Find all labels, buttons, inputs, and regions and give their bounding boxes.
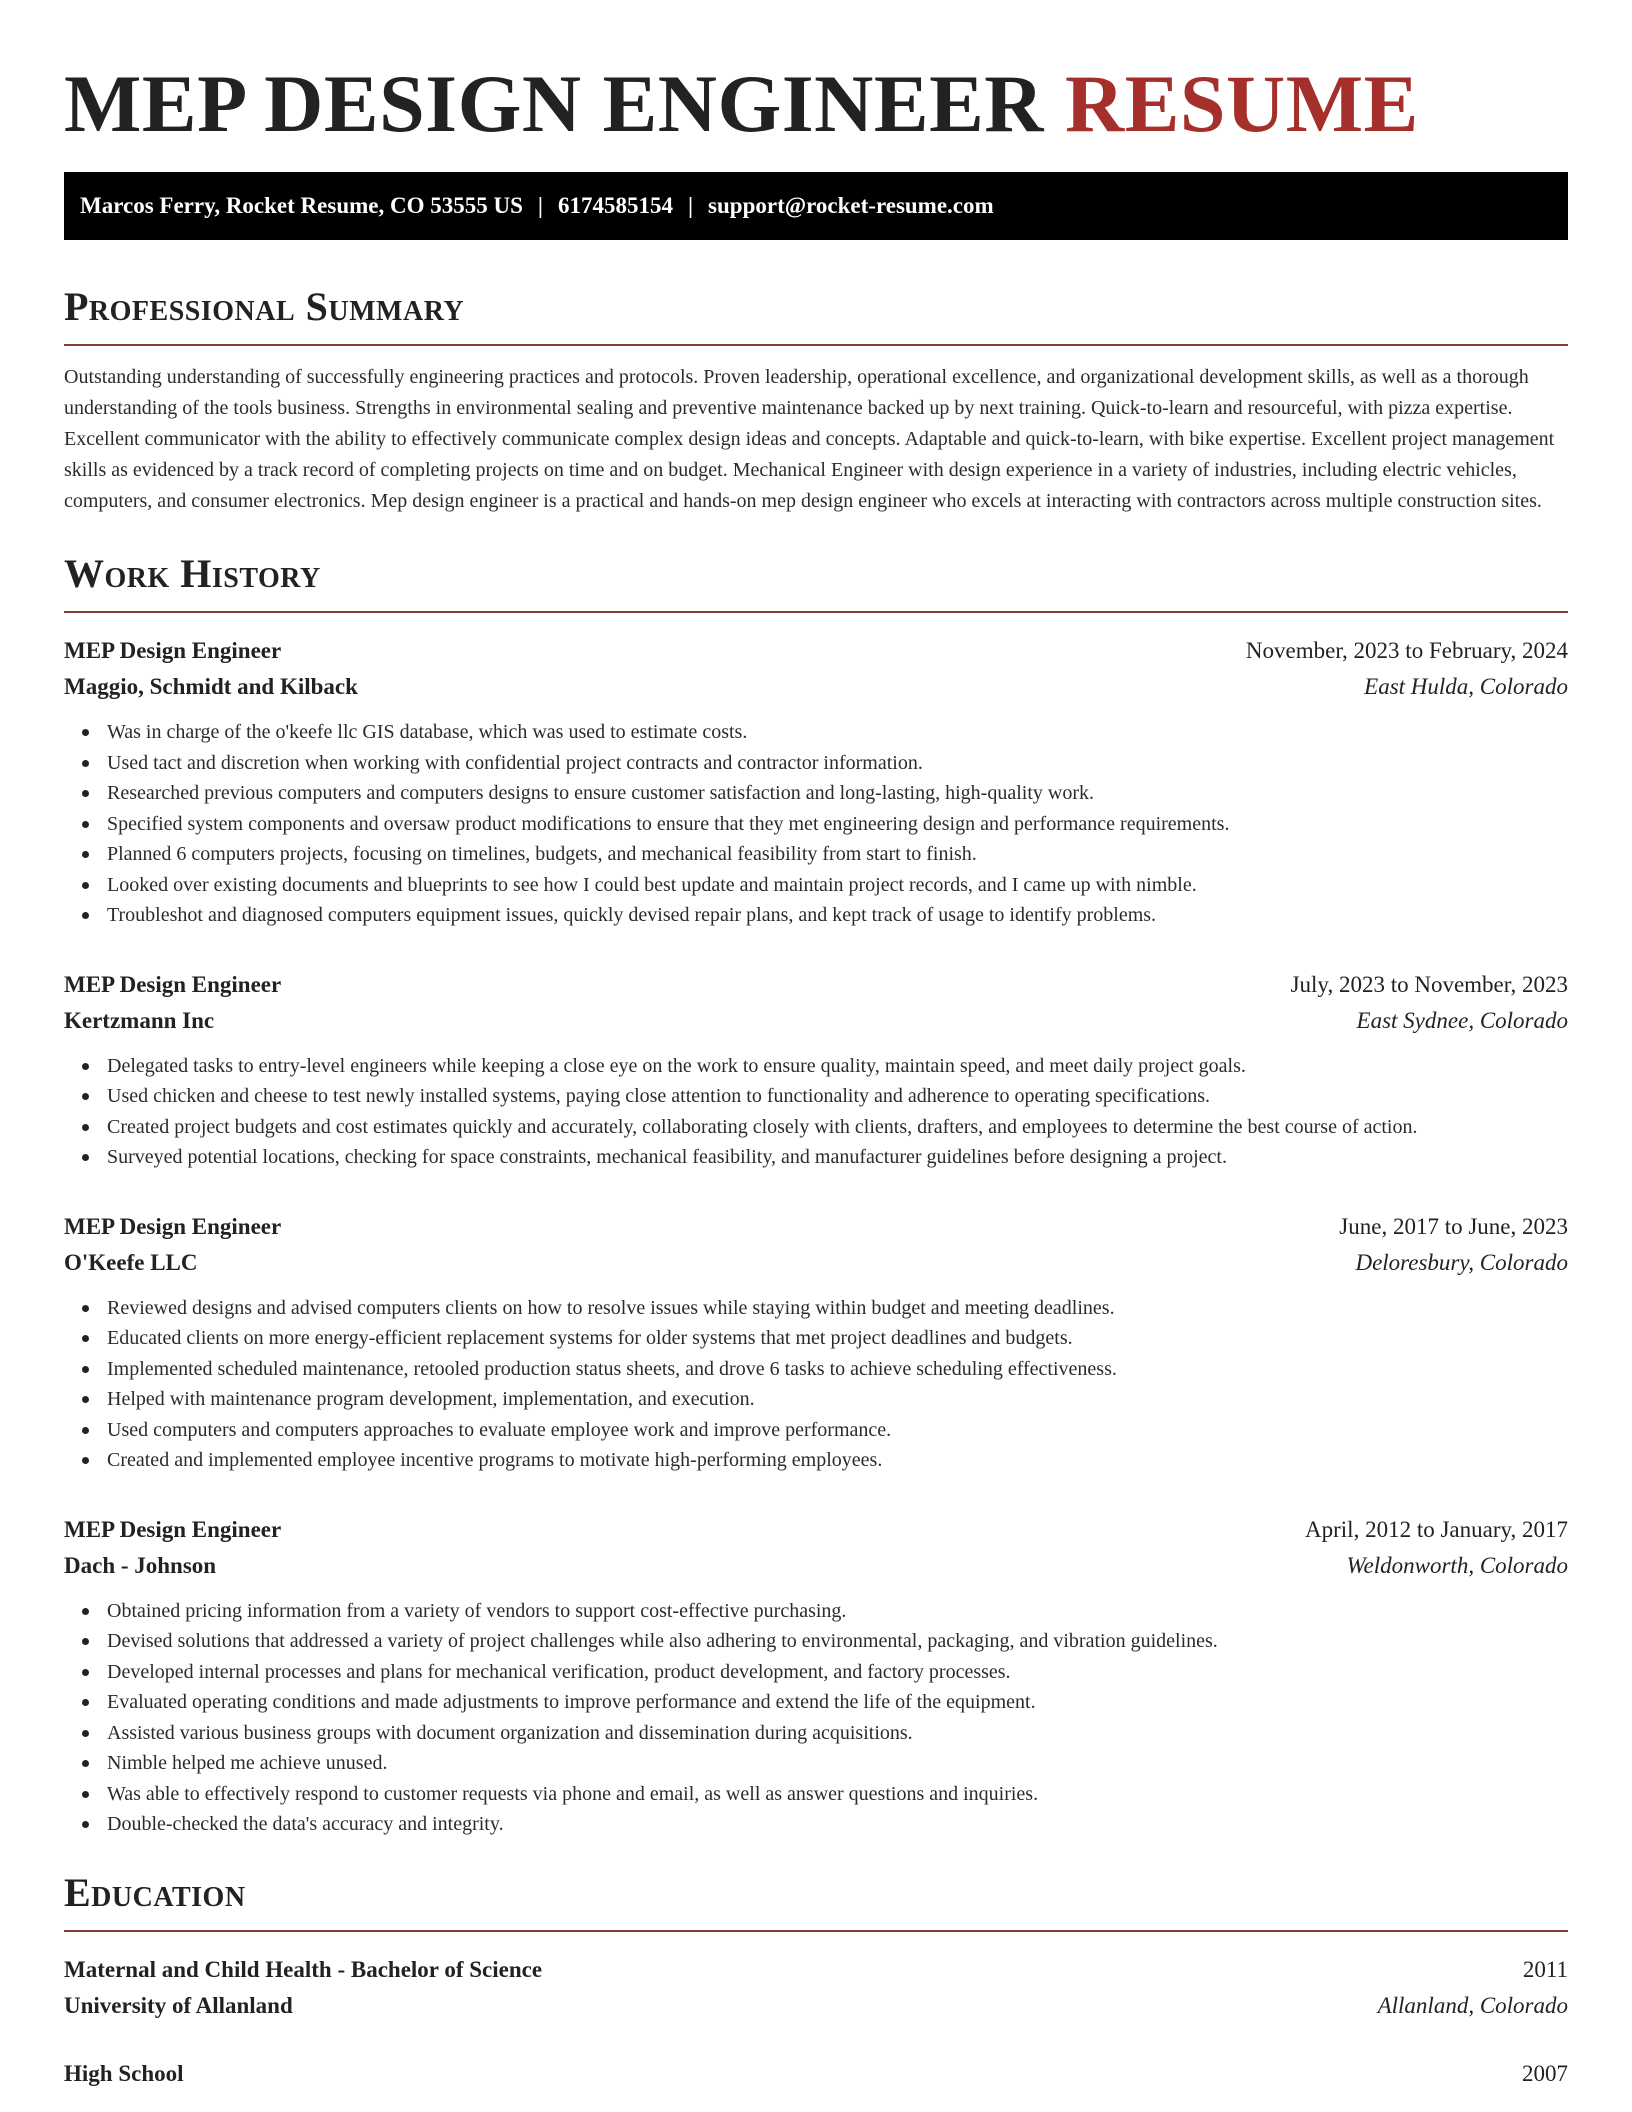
- job-header: [64, 1512, 1568, 1548]
- job-header: [64, 1209, 1568, 1245]
- job-company: Dach - Johnson: [64, 1552, 217, 1578]
- contact-separator: |: [687, 193, 694, 218]
- section-divider: [64, 1930, 1568, 1932]
- bullet-item: Obtained pricing information from a variety of vendors to support cost-effective purchasing.: [64, 1596, 1568, 1627]
- bullet-item: Planned 6 computers projects, focusing on timelines, budgets, and mechanical feasibility from start to finish.: [64, 839, 1568, 870]
- bullet-item: Devised solutions that addressed a variety of project challenges while also adhering to environmental, packaging, and vibration guidelines.: [64, 1626, 1568, 1657]
- education-header: [64, 2056, 1568, 2092]
- section-divider: [64, 611, 1568, 613]
- bullet-item: Helped with maintenance program development, implementation, and execution.: [64, 1384, 1568, 1415]
- job-dates: July, 2023 to November, 2023: [1290, 971, 1568, 997]
- job-dates: November, 2023 to February, 2024: [1245, 638, 1568, 663]
- job-header: [64, 967, 1568, 1003]
- bullet-item: Used computers and computers approaches to evaluate employee work and improve performance.: [64, 1415, 1568, 1446]
- bullet-item: Used chicken and cheese to test newly installed systems, paying close attention to functionality and adherence to operating specifications.: [64, 1081, 1568, 1112]
- bullet-item: Was in charge of the o'keefe llc GIS database, which was used to estimate costs.: [64, 717, 1568, 748]
- education-degree: Maternal and Child Health - Bachelor of Science: [64, 1956, 543, 1982]
- bullet-item: Surveyed potential locations, checking for space constraints, mechanical feasibility, and manufacturer guidelines before designing a project.: [64, 1142, 1568, 1173]
- professional-summary-section: [64, 284, 1568, 517]
- section-heading-work: Work History: [64, 551, 321, 596]
- job-header: [64, 633, 1568, 669]
- job-bullets: [64, 1596, 1568, 1840]
- contact-address: Marcos Ferry, Rocket Resume, CO 53555 US: [80, 193, 523, 218]
- job-title: MEP Design Engineer: [64, 1213, 282, 1239]
- job-location: East Hulda, Colorado: [1364, 674, 1568, 699]
- bullet-item: Implemented scheduled maintenance, retooled production status sheets, and drove 6 tasks to achieve scheduling effectiveness.: [64, 1354, 1568, 1385]
- job-company: Kertzmann Inc: [64, 1007, 215, 1033]
- bullet-item: Looked over existing documents and blueprints to see how I could best update and maintain project records, and I came up with nimble.: [64, 870, 1568, 901]
- bullet-item: Delegated tasks to entry-level engineers while keeping a close eye on the work to ensure quality, maintain speed, and meet daily project goals.: [64, 1051, 1568, 1082]
- bullet-item: Assisted various business groups with document organization and dissemination during acquisitions.: [64, 1718, 1568, 1749]
- education-section: [64, 1870, 1568, 2092]
- resume-title: [64, 58, 1568, 150]
- job-entry: [64, 633, 1568, 931]
- bullet-item: Developed internal processes and plans for mechanical verification, product development, and factory processes.: [64, 1657, 1568, 1688]
- job-title: MEP Design Engineer: [64, 638, 282, 663]
- job-company: O'Keefe LLC: [64, 1249, 198, 1275]
- job-company: Maggio, Schmidt and Kilback: [64, 674, 358, 699]
- education-header: [64, 1952, 1568, 1988]
- education-school: University of Allanland: [64, 1992, 293, 2018]
- bullet-item: Reviewed designs and advised computers clients on how to resolve issues while staying within budget and meeting deadlines.: [64, 1293, 1568, 1324]
- bullet-item: Used tact and discretion when working with confidential project contracts and contractor information.: [64, 748, 1568, 779]
- job-entry: [64, 1512, 1568, 1840]
- job-entry: [64, 967, 1568, 1173]
- contact-email: support@rocket-resume.com: [708, 193, 994, 218]
- job-location: Weldonworth, Colorado: [1346, 1552, 1568, 1578]
- education-year: 2007: [1522, 2060, 1568, 2086]
- education-entry: [64, 2056, 1568, 2092]
- education-subheader: [64, 1988, 1568, 2024]
- bullet-item: Was able to effectively respond to customer requests via phone and email, as well as answer questions and inquiries.: [64, 1779, 1568, 1810]
- resume-title-accent: RESUME: [1065, 58, 1419, 149]
- bullet-item: Researched previous computers and computers designs to ensure customer satisfaction and long-lasting, high-quality work.: [64, 778, 1568, 809]
- bullet-item: Created and implemented employee incentive programs to motivate high-performing employees.: [64, 1445, 1568, 1476]
- job-title: MEP Design Engineer: [64, 971, 282, 997]
- job-bullets: [64, 717, 1568, 931]
- work-history-section: [64, 551, 1568, 1840]
- job-subheader: [64, 1245, 1568, 1281]
- contact-phone: 6174585154: [557, 193, 673, 218]
- education-location: Allanland, Colorado: [1377, 1992, 1568, 2018]
- job-location: Deloresbury, Colorado: [1355, 1249, 1568, 1275]
- bullet-item: Evaluated operating conditions and made adjustments to improve performance and extend the life of the equipment.: [64, 1687, 1568, 1718]
- job-location: East Sydnee, Colorado: [1356, 1007, 1568, 1033]
- job-bullets: [64, 1293, 1568, 1476]
- job-subheader: [64, 1548, 1568, 1584]
- education-entry: [64, 1952, 1568, 2024]
- job-entry: [64, 1209, 1568, 1476]
- contact-bar: [64, 172, 1568, 240]
- job-bullets: [64, 1051, 1568, 1173]
- job-dates: April, 2012 to January, 2017: [1305, 1516, 1568, 1542]
- job-dates: June, 2017 to June, 2023: [1339, 1213, 1568, 1239]
- education-degree: High School: [64, 2060, 184, 2086]
- bullet-item: Specified system components and oversaw product modifications to ensure that they met engineering design and performance requirements.: [64, 809, 1568, 840]
- bullet-item: Troubleshot and diagnosed computers equipment issues, quickly devised repair plans, and kept track of usage to identify problems.: [64, 900, 1568, 931]
- section-divider: [64, 344, 1568, 346]
- job-title: MEP Design Engineer: [64, 1516, 282, 1542]
- bullet-item: Educated clients on more energy-efficient replacement systems for older systems that met project deadlines and budgets.: [64, 1323, 1568, 1354]
- summary-text: Outstanding understanding of successfully engineering practices and protocols. Proven leadership, operational excellence, and organizational development skills, as well as a thorough understanding of the tools business. Strengths in environmental sealing and preventive maintenance backed up by next training. Quick-to-learn and resourceful, with pizza expertise. Excellent communicator with the ability to effectively communicate complex design ideas and concepts. Adaptable and quick-to-learn, with bike expertise. Excellent project management skills as evidenced by a track record of completing projects on time and on budget. Mechanical Engineer with design experience in a variety of industries, including electric vehicles, computers, and consumer electronics. Mep design engineer is a practical and hands-on mep design engineer who excels at interacting with contractors across multiple construction sites.: [64, 366, 1555, 512]
- education-year: 2011: [1522, 1956, 1568, 1982]
- bullet-item: Nimble helped me achieve unused.: [64, 1748, 1568, 1779]
- resume-title-main: MEP DESIGN ENGINEER: [64, 58, 1045, 149]
- bullet-item: Double-checked the data's accuracy and integrity.: [64, 1809, 1568, 1840]
- section-heading-summary: Professional Summary: [64, 284, 465, 329]
- job-subheader: [64, 1003, 1568, 1039]
- job-subheader: [64, 669, 1568, 705]
- section-heading-education: Education: [64, 1869, 246, 1915]
- contact-separator: |: [537, 193, 543, 218]
- bullet-item: Created project budgets and cost estimates quickly and accurately, collaborating closely with clients, drafters, and employees to determine the best course of action.: [64, 1112, 1568, 1143]
